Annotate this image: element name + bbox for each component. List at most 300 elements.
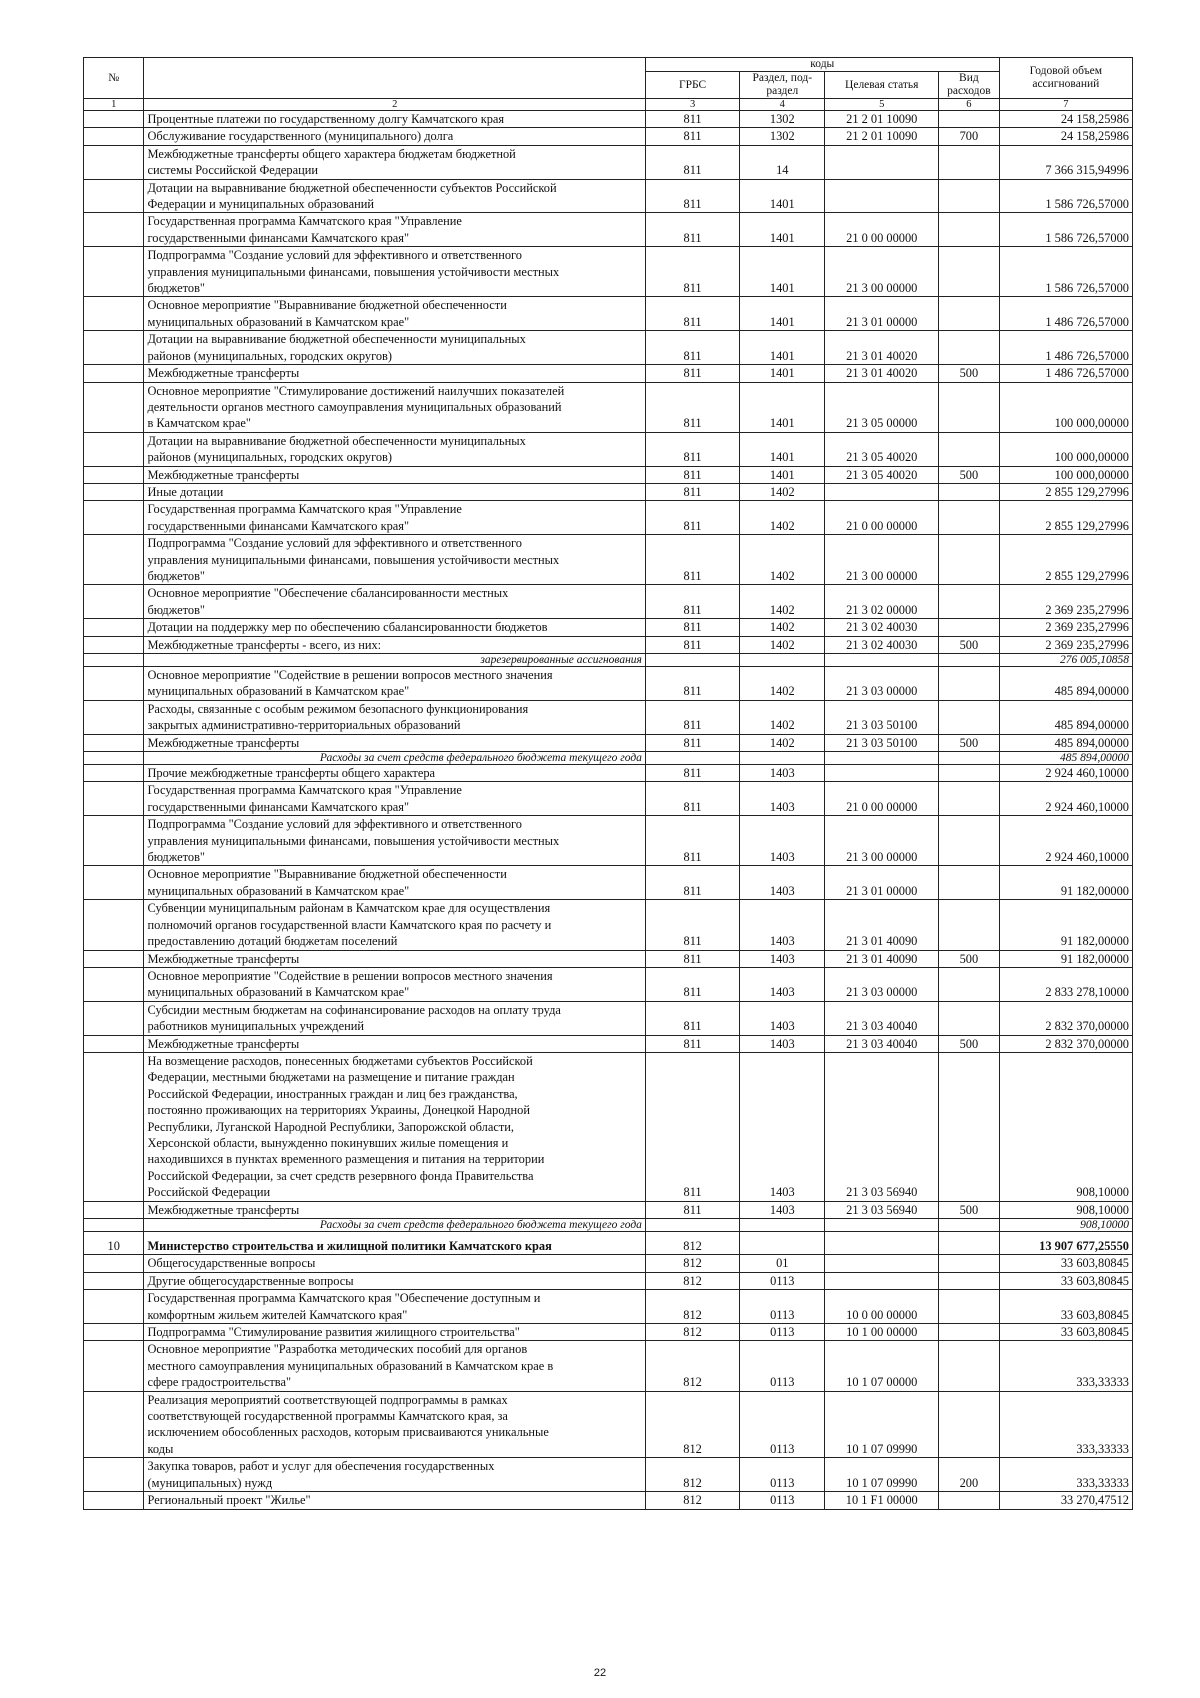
row-amount: 33 603,80845 — [999, 1272, 1132, 1289]
row-section: 1403 — [740, 900, 825, 950]
row-section: 1403 — [740, 1201, 825, 1218]
row-number — [84, 483, 144, 500]
row-target: 21 3 05 00000 — [825, 382, 939, 432]
row-grbs: 811 — [645, 128, 739, 145]
table-row — [84, 950, 1133, 967]
table-row — [84, 1272, 1133, 1289]
row-amount: 1 586 726,57000 — [999, 179, 1132, 213]
row-target: 21 3 03 00000 — [825, 967, 939, 1001]
table-row — [84, 734, 1133, 751]
row-grbs: 811 — [645, 667, 739, 701]
row-section: 0113 — [740, 1272, 825, 1289]
table-row — [84, 466, 1133, 483]
row-section: 1403 — [740, 866, 825, 900]
row-number — [84, 950, 144, 967]
row-target: 10 1 00 00000 — [825, 1324, 939, 1341]
row-amount: 485 894,00000 — [999, 752, 1132, 765]
row-target: 21 3 00 00000 — [825, 247, 939, 297]
row-section: 0113 — [740, 1324, 825, 1341]
row-grbs: 812 — [645, 1272, 739, 1289]
row-grbs: 811 — [645, 213, 739, 247]
row-section — [740, 654, 825, 667]
row-expense-type — [939, 700, 999, 734]
row-amount: 333,33333 — [999, 1391, 1132, 1458]
table-row — [84, 1324, 1133, 1341]
row-amount: 908,10000 — [999, 1201, 1132, 1218]
row-number: 10 — [84, 1232, 144, 1255]
row-section: 0113 — [740, 1391, 825, 1458]
table-row — [84, 501, 1133, 535]
row-section: 1401 — [740, 179, 825, 213]
row-expense-type — [939, 1391, 999, 1458]
row-expense-type: 500 — [939, 1201, 999, 1218]
row-expense-type — [939, 247, 999, 297]
row-name: Субсидии местным бюджетам на софинансирование расходов на оплату труда работников муниципальных учреждений — [144, 1001, 645, 1035]
table-row — [84, 145, 1133, 179]
row-target — [825, 179, 939, 213]
row-amount: 100 000,00000 — [999, 432, 1132, 466]
row-name: Иные дотации — [144, 483, 645, 500]
row-number — [84, 1201, 144, 1218]
row-target: 21 3 03 50100 — [825, 700, 939, 734]
table-row — [84, 1232, 1133, 1255]
table-row — [84, 667, 1133, 701]
row-target: 10 1 F1 00000 — [825, 1492, 939, 1509]
row-number — [84, 782, 144, 816]
row-expense-type — [939, 1290, 999, 1324]
row-grbs: 811 — [645, 636, 739, 653]
row-amount: 1 586 726,57000 — [999, 213, 1132, 247]
row-expense-type — [939, 752, 999, 765]
row-target: 21 0 00 00000 — [825, 213, 939, 247]
row-name: Основное мероприятие "Разработка методических пособий для органов местного самоуправления муниципальных образований в Камчатском крае в сфере градостроительства" — [144, 1341, 645, 1391]
row-amount: 2 833 278,10000 — [999, 967, 1132, 1001]
row-number — [84, 1001, 144, 1035]
table-row — [84, 782, 1133, 816]
table-row — [84, 365, 1133, 382]
row-section — [740, 1219, 825, 1232]
row-number — [84, 213, 144, 247]
row-section — [740, 1232, 825, 1255]
row-grbs: 811 — [645, 866, 739, 900]
row-target — [825, 1232, 939, 1255]
row-grbs: 812 — [645, 1324, 739, 1341]
table-row — [84, 752, 1133, 765]
table-row — [84, 1052, 1133, 1201]
row-amount: 91 182,00000 — [999, 950, 1132, 967]
header-index-6: 6 — [939, 99, 999, 111]
row-amount: 24 158,25986 — [999, 111, 1132, 128]
row-target — [825, 145, 939, 179]
row-number — [84, 619, 144, 636]
row-grbs: 811 — [645, 382, 739, 432]
row-name: Основное мероприятие "Содействие в решении вопросов местного значения муниципальных образований в Камчатском крае" — [144, 967, 645, 1001]
row-expense-type: 500 — [939, 466, 999, 483]
table-row — [84, 331, 1133, 365]
row-grbs — [645, 1219, 739, 1232]
row-target: 21 3 01 40020 — [825, 365, 939, 382]
row-expense-type — [939, 213, 999, 247]
row-grbs: 812 — [645, 1255, 739, 1272]
row-name: Межбюджетные трансферты — [144, 734, 645, 751]
row-section: 1403 — [740, 1001, 825, 1035]
row-amount: 485 894,00000 — [999, 734, 1132, 751]
row-amount: 333,33333 — [999, 1341, 1132, 1391]
header-index-2: 2 — [144, 99, 645, 111]
row-number — [84, 752, 144, 765]
table-row — [84, 1458, 1133, 1492]
row-section: 1402 — [740, 700, 825, 734]
row-target: 21 3 03 56940 — [825, 1201, 939, 1218]
row-section: 1402 — [740, 636, 825, 653]
row-grbs: 811 — [645, 1001, 739, 1035]
row-grbs: 812 — [645, 1492, 739, 1509]
row-target — [825, 1219, 939, 1232]
row-name: Подпрограмма "Создание условий для эффективного и ответственного управления муниципальными финансами, повышения устойчивости местных бюджетов" — [144, 816, 645, 866]
row-grbs: 812 — [645, 1341, 739, 1391]
row-number — [84, 1290, 144, 1324]
row-expense-type: 500 — [939, 636, 999, 653]
table-row — [84, 179, 1133, 213]
row-section: 1402 — [740, 501, 825, 535]
row-expense-type — [939, 619, 999, 636]
row-target — [825, 752, 939, 765]
row-section: 0113 — [740, 1458, 825, 1492]
row-name: Основное мероприятие "Содействие в решении вопросов местного значения муниципальных образований в Камчатском крае" — [144, 667, 645, 701]
row-number — [84, 585, 144, 619]
row-target: 21 3 02 40030 — [825, 619, 939, 636]
row-expense-type — [939, 667, 999, 701]
row-target: 21 3 05 40020 — [825, 432, 939, 466]
row-name: Расходы за счет средств федерального бюджета текущего года — [144, 752, 645, 765]
header-index-5: 5 — [825, 99, 939, 111]
row-grbs: 811 — [645, 900, 739, 950]
table-row — [84, 816, 1133, 866]
row-expense-type — [939, 297, 999, 331]
row-expense-type — [939, 179, 999, 213]
row-grbs: 811 — [645, 111, 739, 128]
row-name: Дотации на выравнивание бюджетной обеспеченности муниципальных районов (муниципальных, городских округов) — [144, 331, 645, 365]
row-expense-type: 500 — [939, 734, 999, 751]
row-grbs: 811 — [645, 782, 739, 816]
row-name: Межбюджетные трансферты — [144, 1201, 645, 1218]
row-name: Расходы за счет средств федерального бюджета текущего года — [144, 1219, 645, 1232]
row-expense-type — [939, 1255, 999, 1272]
row-grbs: 811 — [645, 1035, 739, 1052]
row-target: 21 3 03 56940 — [825, 1052, 939, 1201]
row-name: Подпрограмма "Создание условий для эффективного и ответственного управления муниципальными финансами, повышения устойчивости местных бюджетов" — [144, 247, 645, 297]
row-grbs: 811 — [645, 247, 739, 297]
row-grbs: 811 — [645, 432, 739, 466]
row-target: 21 3 05 40020 — [825, 466, 939, 483]
row-number — [84, 734, 144, 751]
table-row — [84, 483, 1133, 500]
row-name: Государственная программа Камчатского края "Обеспечение доступным и комфортным жильем жителей Камчатского края" — [144, 1290, 645, 1324]
row-number — [84, 365, 144, 382]
row-number — [84, 1272, 144, 1289]
row-name: Государственная программа Камчатского края "Управление государственными финансами Камчатского края" — [144, 213, 645, 247]
row-amount: 2 369 235,27996 — [999, 636, 1132, 653]
row-expense-type: 500 — [939, 365, 999, 382]
row-number — [84, 1458, 144, 1492]
row-target: 21 3 01 40020 — [825, 331, 939, 365]
row-expense-type — [939, 1052, 999, 1201]
row-name: На возмещение расходов, понесенных бюджетами субъектов Российской Федерации, местными бюджетами на размещение и питание граждан Российской Федерации, иностранных граждан и лиц без гражданства, постоянно проживающих на территориях Украины, Донецкой Народной Республики, Луганской Народной Республики, Запорожской области, Херсонской области, вынужденно покинувших жилые помещения и находившихся в пунктах временного размещения и питания на территории Российской Федерации, за счет средств резервного фонда Правительства Российской Федерации — [144, 1052, 645, 1201]
row-number — [84, 1324, 144, 1341]
row-expense-type — [939, 866, 999, 900]
row-expense-type — [939, 432, 999, 466]
row-amount: 2 855 129,27996 — [999, 501, 1132, 535]
row-number — [84, 1052, 144, 1201]
header-grbs: ГРБС — [645, 72, 739, 99]
row-number — [84, 247, 144, 297]
row-number — [84, 667, 144, 701]
header-target: Целевая статья — [825, 72, 939, 99]
row-section: 0113 — [740, 1290, 825, 1324]
row-section: 1302 — [740, 111, 825, 128]
row-number — [84, 331, 144, 365]
row-grbs: 812 — [645, 1232, 739, 1255]
row-expense-type — [939, 331, 999, 365]
row-target: 21 0 00 00000 — [825, 501, 939, 535]
row-number — [84, 900, 144, 950]
header-codes: коды — [645, 58, 999, 72]
row-grbs: 811 — [645, 466, 739, 483]
row-target: 21 0 00 00000 — [825, 782, 939, 816]
row-name: Основное мероприятие "Выравнивание бюджетной обеспеченности муниципальных образований в Камчатском крае" — [144, 866, 645, 900]
row-expense-type — [939, 1001, 999, 1035]
table-row — [84, 247, 1133, 297]
header-expense-type: Вид расходов — [939, 72, 999, 99]
row-section: 0113 — [740, 1341, 825, 1391]
table-row — [84, 654, 1133, 667]
row-name: Реализация мероприятий соответствующей подпрограммы в рамках соответствующей государственной программы Камчатского края, за исключением обособленных расходов, которым присваиваются уникальные коды — [144, 1391, 645, 1458]
row-target: 21 3 00 00000 — [825, 535, 939, 585]
header-index-3: 3 — [645, 99, 739, 111]
row-grbs: 811 — [645, 734, 739, 751]
row-target: 21 3 01 00000 — [825, 297, 939, 331]
row-amount: 908,10000 — [999, 1052, 1132, 1201]
row-target: 21 3 01 40090 — [825, 900, 939, 950]
row-grbs: 811 — [645, 1201, 739, 1218]
row-section: 1402 — [740, 667, 825, 701]
row-amount: 276 005,10858 — [999, 654, 1132, 667]
row-grbs: 812 — [645, 1290, 739, 1324]
row-expense-type — [939, 585, 999, 619]
row-section: 1403 — [740, 950, 825, 967]
row-target — [825, 654, 939, 667]
row-amount: 908,10000 — [999, 1219, 1132, 1232]
row-expense-type: 500 — [939, 1035, 999, 1052]
row-grbs: 811 — [645, 331, 739, 365]
row-amount: 2 369 235,27996 — [999, 619, 1132, 636]
table-row — [84, 967, 1133, 1001]
row-expense-type — [939, 535, 999, 585]
row-section: 1401 — [740, 466, 825, 483]
row-amount: 2 832 370,00000 — [999, 1035, 1132, 1052]
row-number — [84, 432, 144, 466]
row-number — [84, 967, 144, 1001]
row-name: Подпрограмма "Стимулирование развития жилищного строительства" — [144, 1324, 645, 1341]
row-name: Межбюджетные трансферты - всего, из них: — [144, 636, 645, 653]
table-row — [84, 128, 1133, 145]
row-expense-type — [939, 1232, 999, 1255]
row-name: Подпрограмма "Создание условий для эффективного и ответственного управления муниципальными финансами, повышения устойчивости местных бюджетов" — [144, 535, 645, 585]
row-name: Межбюджетные трансферты — [144, 365, 645, 382]
header-index-1: 1 — [84, 99, 144, 111]
row-expense-type — [939, 1492, 999, 1509]
header-name — [144, 58, 645, 99]
row-number — [84, 765, 144, 782]
row-amount: 2 832 370,00000 — [999, 1001, 1132, 1035]
row-number — [84, 535, 144, 585]
table-row — [84, 1001, 1133, 1035]
row-amount: 2 924 460,10000 — [999, 816, 1132, 866]
table-row — [84, 866, 1133, 900]
table-row — [84, 1219, 1133, 1232]
row-target: 10 1 07 09990 — [825, 1458, 939, 1492]
row-section: 1401 — [740, 213, 825, 247]
row-expense-type — [939, 1324, 999, 1341]
row-section: 1402 — [740, 483, 825, 500]
row-amount: 2 369 235,27996 — [999, 585, 1132, 619]
row-target: 21 3 03 40040 — [825, 1035, 939, 1052]
row-name: Межбюджетные трансферты — [144, 1035, 645, 1052]
table-row — [84, 432, 1133, 466]
row-grbs: 811 — [645, 765, 739, 782]
row-grbs: 811 — [645, 585, 739, 619]
header-no: № — [84, 58, 144, 99]
row-grbs: 811 — [645, 535, 739, 585]
budget-sheet — [83, 57, 1133, 1510]
table-row — [84, 382, 1133, 432]
row-grbs: 812 — [645, 1458, 739, 1492]
table-row — [84, 900, 1133, 950]
row-name: Региональный проект "Жилье" — [144, 1492, 645, 1509]
row-amount: 2 924 460,10000 — [999, 782, 1132, 816]
row-section: 1402 — [740, 734, 825, 751]
row-amount: 7 366 315,94996 — [999, 145, 1132, 179]
row-target: 21 3 01 40090 — [825, 950, 939, 967]
row-expense-type — [939, 382, 999, 432]
row-name: Прочие межбюджетные трансферты общего характера — [144, 765, 645, 782]
row-section: 1401 — [740, 297, 825, 331]
row-amount: 333,33333 — [999, 1458, 1132, 1492]
row-section: 1401 — [740, 331, 825, 365]
row-amount: 33 270,47512 — [999, 1492, 1132, 1509]
table-row — [84, 1201, 1133, 1218]
row-expense-type — [939, 1341, 999, 1391]
row-expense-type — [939, 967, 999, 1001]
table-row — [84, 585, 1133, 619]
row-target: 21 3 03 50100 — [825, 734, 939, 751]
row-target: 10 1 07 00000 — [825, 1341, 939, 1391]
row-expense-type — [939, 900, 999, 950]
row-expense-type — [939, 111, 999, 128]
table-row — [84, 297, 1133, 331]
row-number — [84, 501, 144, 535]
row-section: 01 — [740, 1255, 825, 1272]
row-expense-type — [939, 145, 999, 179]
row-name: Государственная программа Камчатского края "Управление государственными финансами Камчатского края" — [144, 782, 645, 816]
row-section: 1401 — [740, 365, 825, 382]
row-number — [84, 1035, 144, 1052]
row-target — [825, 483, 939, 500]
row-target: 21 2 01 10090 — [825, 128, 939, 145]
row-expense-type — [939, 816, 999, 866]
row-expense-type: 700 — [939, 128, 999, 145]
row-name: зарезервированные ассигнования — [144, 654, 645, 667]
row-name: Дотации на выравнивание бюджетной обеспеченности субъектов Российской Федерации и муниципальных образований — [144, 179, 645, 213]
table-row — [84, 1035, 1133, 1052]
row-amount: 485 894,00000 — [999, 700, 1132, 734]
row-number — [84, 111, 144, 128]
row-amount: 2 924 460,10000 — [999, 765, 1132, 782]
row-section: 1401 — [740, 382, 825, 432]
row-target: 21 3 01 00000 — [825, 866, 939, 900]
row-expense-type — [939, 1219, 999, 1232]
table-row — [84, 1341, 1133, 1391]
row-target: 10 0 00 00000 — [825, 1290, 939, 1324]
table-body — [84, 111, 1133, 1510]
row-number — [84, 179, 144, 213]
table-row — [84, 213, 1133, 247]
row-section: 1402 — [740, 619, 825, 636]
table-row — [84, 535, 1133, 585]
row-number — [84, 1219, 144, 1232]
row-name: Расходы, связанные с особым режимом безопасного функционирования закрытых административно-территориальных образований — [144, 700, 645, 734]
page-number: 22 — [593, 1667, 607, 1679]
table-row — [84, 111, 1133, 128]
row-section — [740, 752, 825, 765]
row-target — [825, 1272, 939, 1289]
row-section: 1403 — [740, 765, 825, 782]
row-target: 21 3 00 00000 — [825, 816, 939, 866]
row-number — [84, 654, 144, 667]
row-number — [84, 1391, 144, 1458]
row-amount: 13 907 677,25550 — [999, 1232, 1132, 1255]
row-number — [84, 1255, 144, 1272]
row-name: Субвенции муниципальным районам в Камчатском крае для осуществления полномочий органов государственной власти Камчатского края по расчету и предоставлению дотаций бюджетам поселений — [144, 900, 645, 950]
table-row — [84, 1255, 1133, 1272]
row-expense-type: 200 — [939, 1458, 999, 1492]
row-expense-type — [939, 654, 999, 667]
row-section: 1401 — [740, 432, 825, 466]
row-grbs: 811 — [645, 179, 739, 213]
row-amount: 100 000,00000 — [999, 466, 1132, 483]
row-section: 1403 — [740, 782, 825, 816]
table-row — [84, 1391, 1133, 1458]
row-amount: 91 182,00000 — [999, 900, 1132, 950]
row-section: 1403 — [740, 1035, 825, 1052]
row-expense-type: 500 — [939, 950, 999, 967]
row-section: 1401 — [740, 247, 825, 297]
row-number — [84, 1341, 144, 1391]
row-amount: 91 182,00000 — [999, 866, 1132, 900]
table-row — [84, 1492, 1133, 1509]
row-grbs: 811 — [645, 967, 739, 1001]
row-expense-type — [939, 782, 999, 816]
row-name: Закупка товаров, работ и услуг для обеспечения государственных (муниципальных) нужд — [144, 1458, 645, 1492]
row-amount: 2 855 129,27996 — [999, 483, 1132, 500]
row-name: Межбюджетные трансферты — [144, 466, 645, 483]
row-grbs — [645, 752, 739, 765]
row-number — [84, 466, 144, 483]
row-number — [84, 145, 144, 179]
row-amount: 24 158,25986 — [999, 128, 1132, 145]
header-volume: Годовой объем ассигнований — [999, 58, 1132, 99]
row-expense-type — [939, 483, 999, 500]
